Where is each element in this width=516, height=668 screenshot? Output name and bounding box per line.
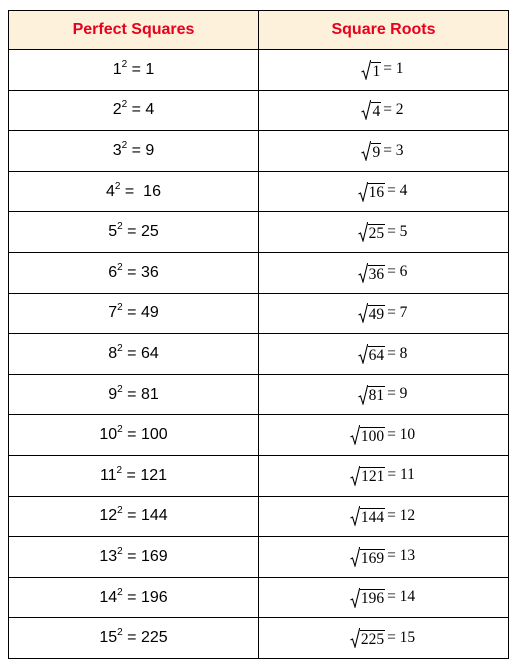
square-base: 15 (99, 629, 118, 647)
radical-sign-icon (350, 425, 360, 445)
square-base: 6 (108, 263, 118, 281)
table-row (9, 577, 509, 618)
perfect-square-cell (9, 455, 259, 496)
square-base: 8 (108, 344, 118, 362)
square-base: 5 (108, 223, 118, 241)
square-root-result: = 9 (387, 385, 408, 403)
header-perfect-squares: Perfect Squares (9, 11, 259, 50)
square-root-cell (259, 131, 509, 172)
table-row (9, 496, 509, 537)
square-root-cell (259, 537, 509, 578)
square-root-result: = 8 (387, 344, 408, 362)
square-root-expression (358, 263, 386, 283)
radicand: 4 (372, 103, 381, 121)
radical-sign-icon (350, 628, 360, 648)
square-root-cell (259, 618, 509, 659)
radicand: 196 (360, 590, 385, 608)
square-result: = 49 (122, 304, 159, 322)
square-root-cell (259, 293, 509, 334)
radical-sign-icon (358, 303, 368, 323)
square-exponent: 2 (114, 180, 121, 192)
square-exponent: 2 (121, 139, 128, 151)
square-result: = 64 (122, 344, 159, 362)
radicand: 121 (361, 468, 385, 486)
square-exponent: 2 (117, 383, 123, 395)
square-root-expression (350, 628, 385, 648)
square-exponent: 2 (117, 342, 123, 354)
radicand: 36 (368, 265, 385, 283)
perfect-square-cell (9, 50, 259, 91)
square-base: 1 (112, 60, 122, 78)
radical-sign-icon (350, 588, 360, 608)
square-root-cell (259, 496, 509, 537)
square-exponent: 2 (117, 261, 123, 273)
square-base: 9 (108, 385, 118, 403)
radicand: 100 (360, 427, 385, 445)
table-row (9, 537, 509, 578)
square-root-cell (259, 577, 509, 618)
square-root-cell (259, 252, 509, 293)
square-exponent: 2 (121, 99, 128, 111)
square-result: = 196 (122, 588, 168, 606)
square-exponent: 2 (117, 586, 123, 598)
square-root-cell (259, 90, 509, 131)
radical-sign-icon (358, 182, 368, 202)
radical-sign-icon (350, 466, 360, 486)
radicand: 81 (368, 387, 385, 405)
radical-sign-icon (361, 100, 371, 120)
table-row (9, 171, 509, 212)
perfect-square-cell (9, 252, 259, 293)
radical-sign-icon (361, 60, 371, 80)
square-root-cell (259, 334, 509, 375)
table-row (9, 90, 509, 131)
radical-sign-icon (358, 385, 368, 405)
perfect-square-cell (9, 537, 259, 578)
radical-sign-icon (358, 263, 368, 283)
square-base: 12 (99, 507, 118, 525)
square-root-result: = 11 (387, 466, 415, 484)
perfect-square-cell (9, 212, 259, 253)
square-root-expression (350, 425, 385, 445)
perfect-squares-table (8, 10, 509, 659)
square-root-expression (361, 141, 381, 161)
square-root-result: = 7 (387, 303, 408, 321)
square-root-expression (350, 547, 385, 567)
square-exponent: 2 (117, 302, 123, 314)
square-base: 3 (112, 141, 122, 159)
square-base: 11 (99, 466, 117, 484)
square-base: 13 (99, 547, 118, 565)
table-row (9, 131, 509, 172)
square-exponent: 2 (117, 627, 123, 639)
table-row (9, 415, 509, 456)
perfect-square-cell (9, 131, 259, 172)
square-root-result: = 14 (387, 588, 416, 606)
radicand: 225 (360, 630, 385, 648)
square-base: 2 (112, 101, 122, 119)
square-root-expression (358, 303, 386, 323)
square-root-result: = 1 (383, 60, 404, 78)
radical-sign-icon (358, 344, 368, 364)
table-row (9, 293, 509, 334)
square-root-result: = 15 (387, 628, 416, 646)
table-row (9, 212, 509, 253)
perfect-square-cell (9, 334, 259, 375)
square-exponent: 2 (121, 58, 128, 70)
square-root-result: = 4 (387, 182, 408, 200)
radicand: 25 (368, 224, 385, 242)
square-root-expression (361, 100, 381, 120)
radicand: 9 (372, 143, 381, 161)
radical-sign-icon (350, 547, 360, 567)
square-result: = 36 (122, 263, 159, 281)
square-root-result: = 3 (383, 141, 404, 159)
square-exponent: 2 (117, 221, 123, 233)
square-root-cell (259, 212, 509, 253)
square-result: = 81 (122, 385, 159, 403)
square-root-expression (350, 588, 385, 608)
square-result: = 169 (122, 547, 168, 565)
table-row (9, 374, 509, 415)
square-base: 10 (99, 426, 118, 444)
perfect-square-cell (9, 415, 259, 456)
perfect-square-cell (9, 618, 259, 659)
square-result: = 25 (122, 223, 159, 241)
square-root-cell (259, 171, 509, 212)
square-exponent: 2 (117, 545, 123, 557)
square-root-expression (358, 222, 386, 242)
table-row (9, 455, 509, 496)
square-root-cell (259, 455, 509, 496)
square-base: 4 (106, 182, 115, 200)
table-row (9, 252, 509, 293)
radical-sign-icon (350, 506, 360, 526)
square-root-result: = 10 (387, 425, 416, 443)
squares-table-container (8, 10, 509, 659)
radicand: 64 (368, 346, 385, 364)
square-root-expression (350, 506, 385, 526)
radicand: 144 (360, 509, 385, 527)
table-row (9, 50, 509, 91)
square-exponent: 2 (117, 505, 123, 517)
radicand: 16 (368, 184, 385, 202)
square-root-expression (350, 466, 385, 486)
square-exponent: 2 (116, 464, 123, 476)
square-root-expression (358, 385, 386, 405)
radical-sign-icon (361, 141, 371, 161)
square-root-cell (259, 374, 509, 415)
perfect-square-cell (9, 293, 259, 334)
square-root-cell (259, 50, 509, 91)
radicand: 1 (372, 62, 381, 80)
square-result: = 16 (120, 182, 161, 200)
square-result: = 1 (127, 60, 155, 78)
square-result: = 121 (122, 466, 168, 484)
radical-sign-icon (358, 222, 368, 242)
perfect-square-cell (9, 496, 259, 537)
radicand: 169 (360, 549, 385, 567)
perfect-square-cell (9, 374, 259, 415)
table-row (9, 618, 509, 659)
square-result: = 100 (122, 426, 168, 444)
perfect-square-cell (9, 577, 259, 618)
square-root-expression (361, 60, 381, 80)
square-result: = 4 (127, 101, 155, 119)
square-result: = 225 (122, 629, 168, 647)
square-root-expression (358, 344, 386, 364)
square-root-result: = 13 (387, 547, 416, 565)
square-root-cell (259, 415, 509, 456)
radicand: 49 (368, 306, 385, 324)
square-result: = 144 (122, 507, 168, 525)
square-base: 7 (108, 304, 118, 322)
perfect-square-cell (9, 90, 259, 131)
table-body (9, 50, 509, 659)
square-root-result: = 5 (387, 222, 408, 240)
square-root-expression (358, 182, 386, 202)
square-root-result: = 12 (387, 506, 416, 524)
square-base: 14 (99, 588, 118, 606)
table-row (9, 334, 509, 375)
square-result: = 9 (127, 141, 155, 159)
square-root-result: = 6 (387, 263, 408, 281)
table-header (9, 11, 509, 50)
square-root-result: = 2 (383, 100, 404, 118)
header-row (9, 11, 509, 50)
square-exponent: 2 (117, 424, 123, 436)
header-square-roots: Square Roots (259, 11, 509, 50)
perfect-square-cell (9, 171, 259, 212)
